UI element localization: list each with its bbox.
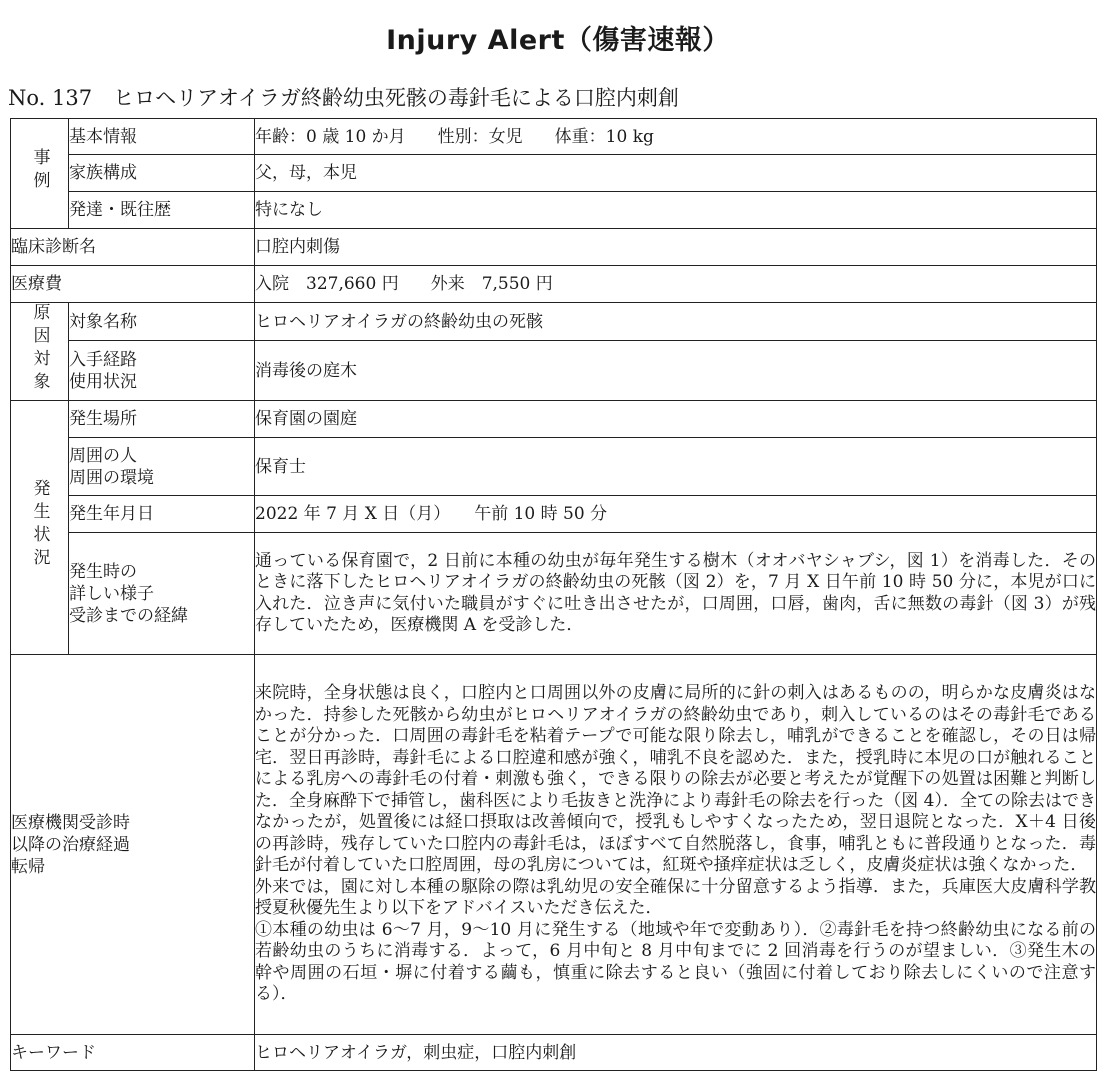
history-value: 特になし <box>255 192 1097 229</box>
row-cost <box>11 266 1097 303</box>
people-label <box>69 438 255 496</box>
row-diagnosis <box>11 229 1097 266</box>
treatment-paragraph-1: 来院時，全身状態は良く，口腔内と口周囲以外の皮膚に局所的に針の刺入はあるものの，明らかな皮膚炎はなかった．持参した死骸から幼虫がヒロヘリアオイラガの終齢幼虫であり，刺入しているのはその毒針毛であることが分かった．口周囲の毒針毛を粘着テープで可能な限り除去し，哺乳ができることを確認し，その日は帰宅．翌日再診時，毒針毛による口腔違和感が強く，哺乳不良を認めた．また，授乳時に本児の口が触れることによる乳房への毒針毛の付着・刺激も強く，できる限りの除去が必要と考えたが覚醒下の処置は困難と判断した．全身麻酔下で挿管し，歯科医により毛抜きと洗浄により毒針毛の除去を行った（図 4）．全ての除去はできなかったが，処置後には経口摂取は改善傾向で，授乳もしやすくなったため，翌日退院となった．X＋4 日後の再診時，残存していた口腔内の毒針毛は，ほぼすべて自然脱落し，食事，哺乳ともに普段通りとなった．毒針毛が付着していた口腔周囲，母の乳房については，紅斑や掻痒症状は乏しく，皮膚炎症状は強くなかった． <box>255 683 1096 876</box>
treatment-label-line-2: 以降の治療経過 <box>11 834 130 855</box>
category-situation <box>11 401 69 655</box>
sex-value: 性別：女児 <box>437 126 523 147</box>
place-value: 保育園の園庭 <box>255 401 1097 438</box>
people-value: 保育士 <box>255 438 1097 496</box>
detail-label-line-3: 受診までの経緯 <box>69 605 188 626</box>
row-place <box>11 401 1097 438</box>
treatment-paragraph-2: 外来では，園に対し本種の駆除の際は乳幼児の安全確保に十分留意するよう指導．また，兵庫医大皮膚科学教授夏秋優先生より以下をアドバイスいただき伝えた． <box>255 876 1096 919</box>
injury-report-table <box>10 118 1097 1071</box>
report-subtitle: No. 137 ヒロヘリアオイラガ終齢幼虫死骸の毒針毛による口腔内刺創 <box>8 86 679 110</box>
keywords-value: ヒロヘリアオイラガ，刺虫症，口腔内刺創 <box>255 1035 1097 1071</box>
basic-info-value <box>255 119 1097 155</box>
row-route <box>11 341 1097 401</box>
cost-inpatient: 入院 327,660 円 <box>255 274 399 294</box>
time-text: 午前 10 時 50 分 <box>474 504 608 524</box>
cost-outpatient: 外来 7,550 円 <box>430 274 553 294</box>
date-value <box>255 496 1097 533</box>
family-label: 家族構成 <box>69 155 255 192</box>
weight-value: 体重：10 kg <box>554 126 654 147</box>
row-date <box>11 496 1097 533</box>
date-label: 発生年月日 <box>69 496 255 533</box>
row-detail <box>11 533 1097 655</box>
treatment-label-line-3: 転帰 <box>11 856 45 877</box>
date-text: 2022 年 7 月 X 日（月） <box>255 504 451 524</box>
page-title: Injury Alert（傷害速報） <box>386 25 730 56</box>
diagnosis-value: 口腔内刺傷 <box>255 229 1097 266</box>
row-target <box>11 303 1097 341</box>
category-case <box>11 119 69 229</box>
people-label-line-2: 周囲の環境 <box>69 467 154 488</box>
category-case-label: 事例 <box>29 148 50 194</box>
detail-label-line-2: 詳しい様子 <box>69 583 154 604</box>
category-cause-label: 原因対象 <box>29 303 50 395</box>
route-label-line-1: 入手経路 <box>69 349 137 370</box>
target-value: ヒロヘリアオイラガの終齢幼虫の死骸 <box>255 303 1097 341</box>
history-label: 発達・既往歴 <box>69 192 255 229</box>
detail-label <box>69 533 255 655</box>
category-situation-label: 発生状況 <box>29 479 50 571</box>
category-cause <box>11 303 69 401</box>
keywords-label: キーワード <box>11 1035 255 1071</box>
row-people <box>11 438 1097 496</box>
treatment-label <box>11 655 255 1035</box>
row-history <box>11 192 1097 229</box>
row-treatment <box>11 655 1097 1035</box>
row-keywords <box>11 1035 1097 1071</box>
treatment-value <box>255 655 1097 1035</box>
route-label <box>69 341 255 401</box>
basic-info-label: 基本情報 <box>69 119 255 155</box>
target-label: 対象名称 <box>69 303 255 341</box>
route-label-line-2: 使用状況 <box>69 371 137 392</box>
row-family <box>11 155 1097 192</box>
cost-value <box>255 266 1097 303</box>
family-value: 父，母，本児 <box>255 155 1097 192</box>
row-basic-info <box>11 119 1097 155</box>
detail-value: 通っている保育園で，2 日前に本種の幼虫が毎年発生する樹木（オオバヤシャブシ，図 1）を消毒した．そのときに落下したヒロヘリアオイラガの終齢幼虫の死骸（図 2）を，7 月 X 日午前 10 時 50 分に，本児が口に入れた．泣き声に気付いた職員がすぐに吐き出させたが，口周囲，口唇，歯肉，舌に無数の毒針（図 3）が残存していたため，医療機関 A を受診した． <box>255 533 1097 655</box>
place-label: 発生場所 <box>69 401 255 438</box>
treatment-paragraph-3: ①本種の幼虫は 6～7 月，9～10 月に発生する（地域や年で変動あり）．②毒針毛を持つ終齢幼虫になる前の若齢幼虫のうちに消毒する．よって，6 月中旬と 8 月中旬までに 2 回消毒を行うのが望ましい．③発生木の幹や周囲の石垣・塀に付着する繭も，慎重に除去すると良い（強固に付着しており除去しにくいので注意する）． <box>255 919 1096 1005</box>
route-value: 消毒後の庭木 <box>255 341 1097 401</box>
treatment-label-line-1: 医療機関受診時 <box>11 812 130 833</box>
age-value: 年齢：0 歳 10 か月 <box>255 126 406 147</box>
cost-label: 医療費 <box>11 266 255 303</box>
detail-label-line-1: 発生時の <box>69 561 137 582</box>
people-label-line-1: 周囲の人 <box>69 445 137 466</box>
diagnosis-label: 臨床診断名 <box>11 229 255 266</box>
